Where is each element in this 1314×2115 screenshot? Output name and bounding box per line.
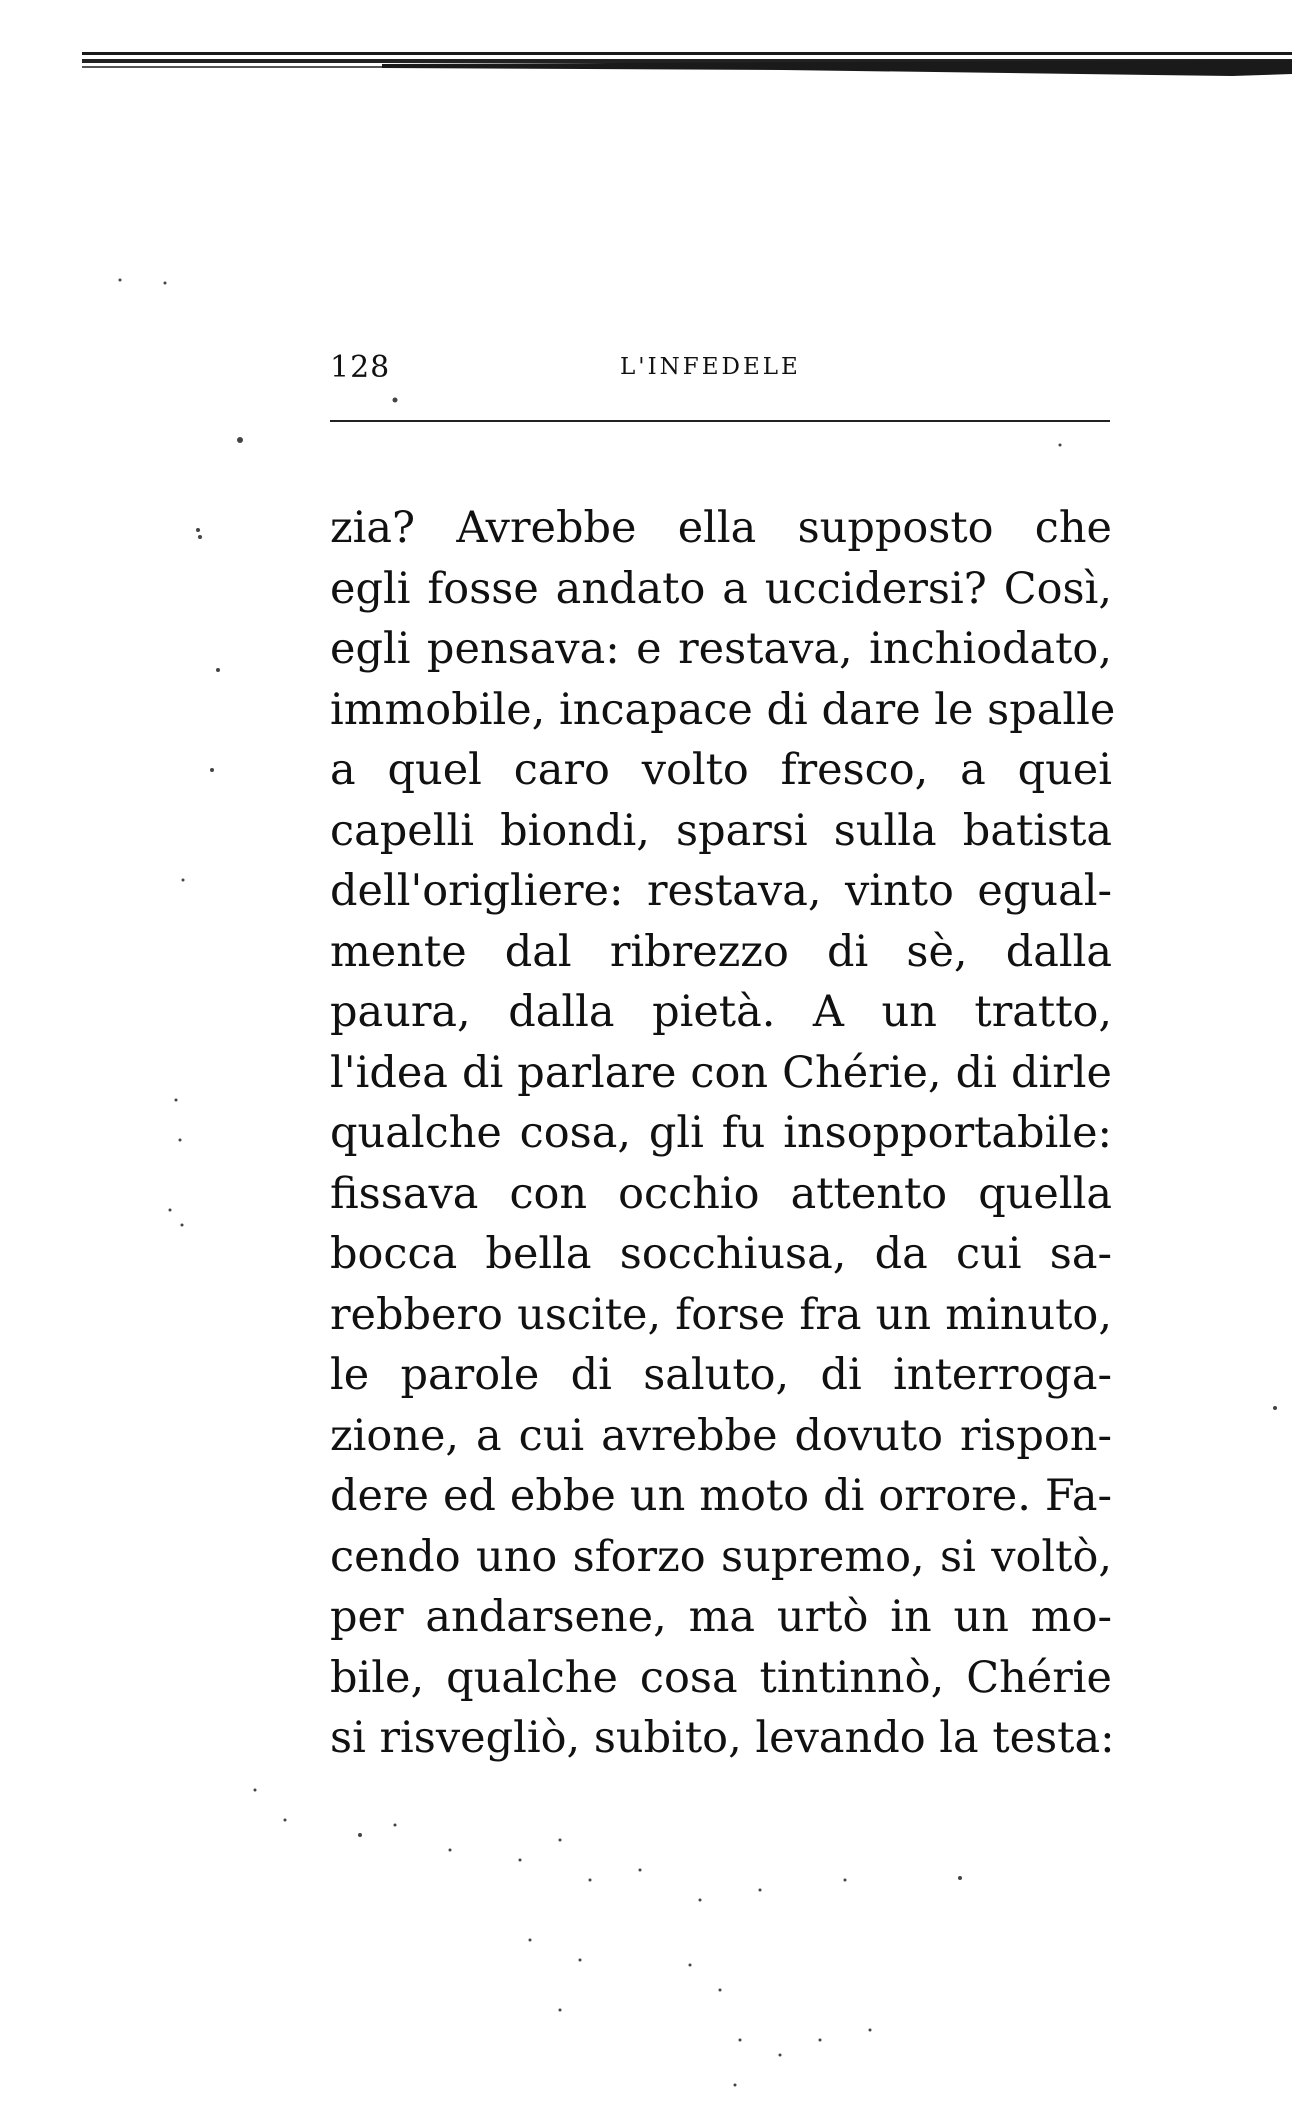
- text-line: per andarsene, ma urtò in un mo-: [330, 1592, 1112, 1642]
- page-number: 128: [330, 350, 391, 385]
- text-line: zione, a cui avrebbe dovuto rispon-: [330, 1410, 1112, 1461]
- text-line: paura, dalla pietà. A un tratto,: [330, 987, 1112, 1037]
- text-line: rebbero uscite, forse fra un minuto,: [330, 1289, 1112, 1340]
- text-line: egli pensava: e restava, inchiodato,: [330, 624, 1112, 674]
- text-line: mente dal ribrezzo di sè, dalla: [330, 926, 1112, 977]
- text-line: dere ed ebbe un moto di orrore. Fa-: [330, 1471, 1112, 1521]
- text-line: cendo uno sforzo supremo, si voltò,: [330, 1531, 1112, 1582]
- scan-edge-bar: [82, 50, 1292, 76]
- text-line: capelli biondi, sparsi sulla batista: [330, 805, 1112, 856]
- header-rule: [330, 420, 1110, 422]
- text-line: qualche cosa, gli fu insopportabile:: [330, 1108, 1112, 1158]
- text-line: fissava con occhio attento quella: [330, 1168, 1112, 1219]
- running-head: [330, 350, 1110, 386]
- text-line: a quel caro volto fresco, a quei: [330, 745, 1112, 795]
- text-line: si risvegliò, subito, levando la testa:: [330, 1713, 1115, 1763]
- text-line: zia? Avrebbe ella supposto che: [330, 503, 1112, 553]
- text-line: dell'origliere: restava, vinto egual-: [330, 866, 1112, 916]
- text-line: l'idea di parlare con Chérie, di dirle: [330, 1047, 1112, 1098]
- running-title: L'INFEDELE: [620, 354, 801, 380]
- text-line: bocca bella socchiusa, da cui sa-: [330, 1229, 1112, 1279]
- text-line: bile, qualche cosa tintinnò, Chérie: [330, 1652, 1112, 1703]
- text-line: egli fosse andato a uccidersi? Così,: [330, 563, 1112, 614]
- body-text: [330, 498, 1116, 1769]
- text-line: immobile, incapace di dare le spalle: [330, 684, 1116, 735]
- text-line: le parole di saluto, di interroga-: [330, 1350, 1112, 1400]
